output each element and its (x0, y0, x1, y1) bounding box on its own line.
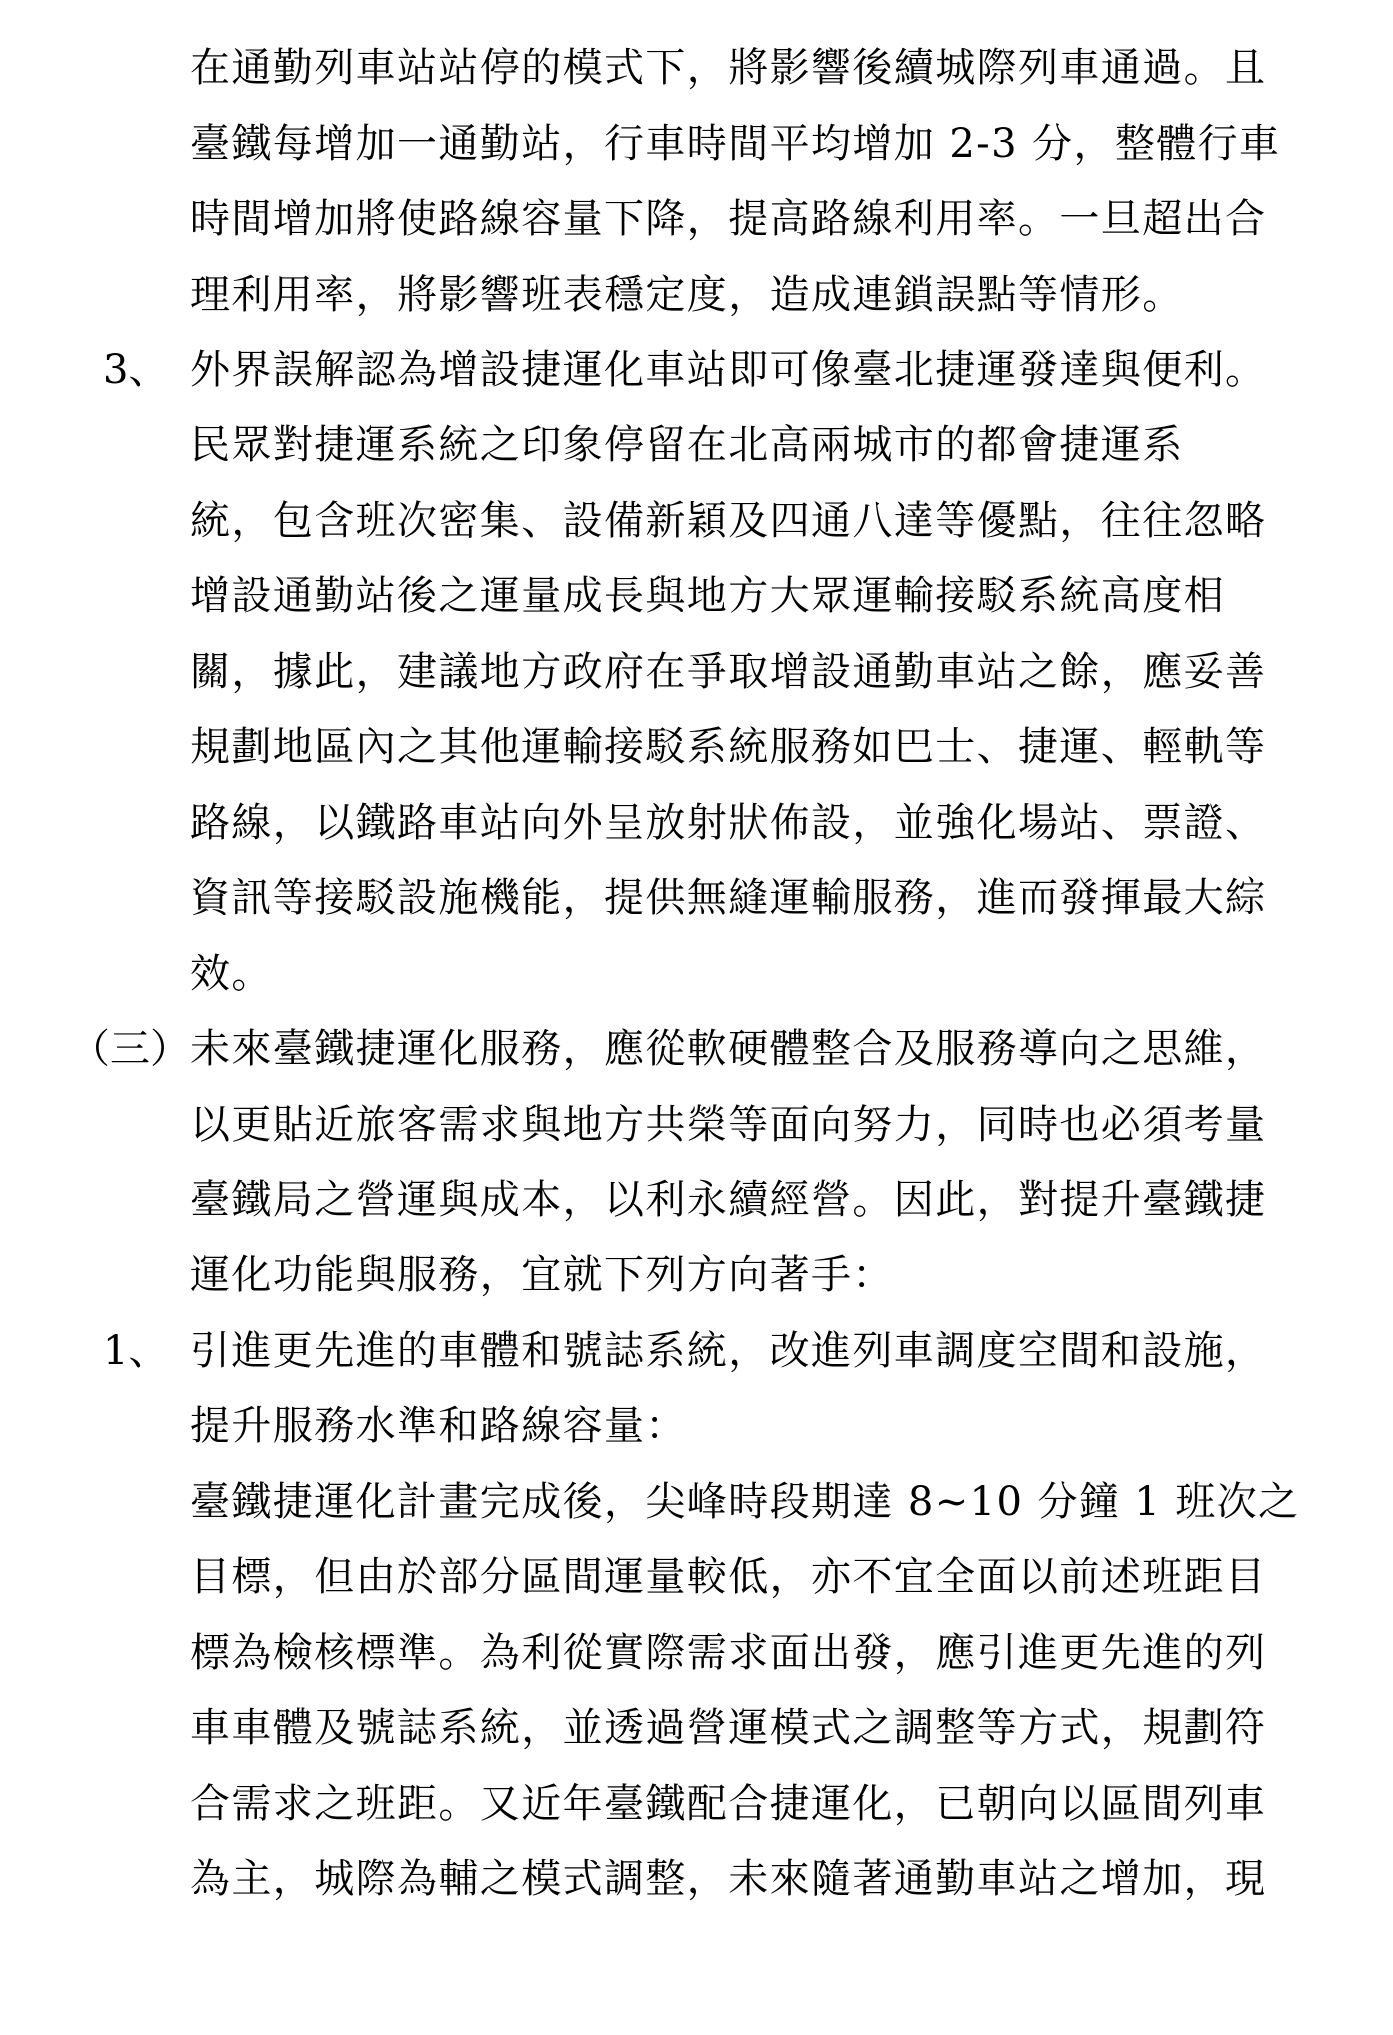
text-line: 增設通勤站後之運量成長與地方大眾運輸接駁系統高度相 (190, 573, 1225, 619)
text-line: 臺鐵捷運化計畫完成後，尖峰時段期達 8~10 分鐘 1 班次之 (190, 1479, 1300, 1525)
text-line: 外界誤解認為增設捷運化車站即可像臺北捷運發達與便利。 (190, 347, 1267, 393)
text-line: 統，包含班次密集、設備新穎及四通八達等優點，往往忽略 (190, 498, 1267, 544)
list-marker-3: 3、 (103, 347, 169, 393)
text-line: 未來臺鐵捷運化服務，應從軟硬體整合及服務導向之思維， (190, 1026, 1267, 1072)
text-line: 在通勤列車站站停的模式下，將影響後續城際列車通過。且 (190, 45, 1267, 91)
section-marker: （三） (70, 1026, 190, 1072)
text-line: 規劃地區內之其他運輸接駁系統服務如巴士、捷運、輕軌等 (190, 724, 1267, 770)
text-line: 車車體及號誌系統，並透過營運模式之調整等方式，規劃符 (190, 1705, 1267, 1751)
text-line: 資訊等接駁設施機能，提供無縫運輸服務，進而發揮最大綜 (190, 875, 1267, 921)
text-line: 提升服務水準和路線容量： (190, 1403, 687, 1449)
text-line: 引進更先進的車體和號誌系統，改進列車調度空間和設施， (190, 1328, 1267, 1374)
text-line: 時間增加將使路線容量下降，提高路線利用率。一旦超出合 (190, 196, 1267, 242)
text-line: 效。 (190, 951, 273, 997)
text-line: 臺鐵局之營運與成本，以利永續經營。因此，對提升臺鐵捷 (190, 1177, 1267, 1223)
text-line: 運化功能與服務，宜就下列方向著手： (190, 1252, 894, 1298)
text-line: 關，據此，建議地方政府在爭取增設通勤車站之餘，應妥善 (190, 649, 1267, 695)
text-line: 路線，以鐵路車站向外呈放射狀佈設，並強化場站、票證、 (190, 800, 1267, 846)
text-line: 臺鐵每增加一通勤站，行車時間平均增加 2-3 分，整體行車 (190, 121, 1281, 167)
text-line: 目標，但由於部分區間運量較低，亦不宜全面以前述班距目 (190, 1554, 1267, 1600)
text-line: 合需求之班距。又近年臺鐵配合捷運化，已朝向以區間列車 (190, 1781, 1267, 1827)
text-line: 為主，城際為輔之模式調整，未來隨著通勤車站之增加，現 (190, 1856, 1267, 1902)
text-line: 理利用率，將影響班表穩定度，造成連鎖誤點等情形。 (190, 272, 1184, 318)
text-line: 民眾對捷運系統之印象停留在北高兩城市的都會捷運系 (190, 422, 1184, 468)
text-line: 標為檢核標準。為利從實際需求面出發，應引進更先進的列 (190, 1630, 1267, 1676)
list-marker-1: 1、 (103, 1328, 169, 1374)
text-line: 以更貼近旅客需求與地方共榮等面向努力，同時也必須考量 (190, 1102, 1267, 1148)
